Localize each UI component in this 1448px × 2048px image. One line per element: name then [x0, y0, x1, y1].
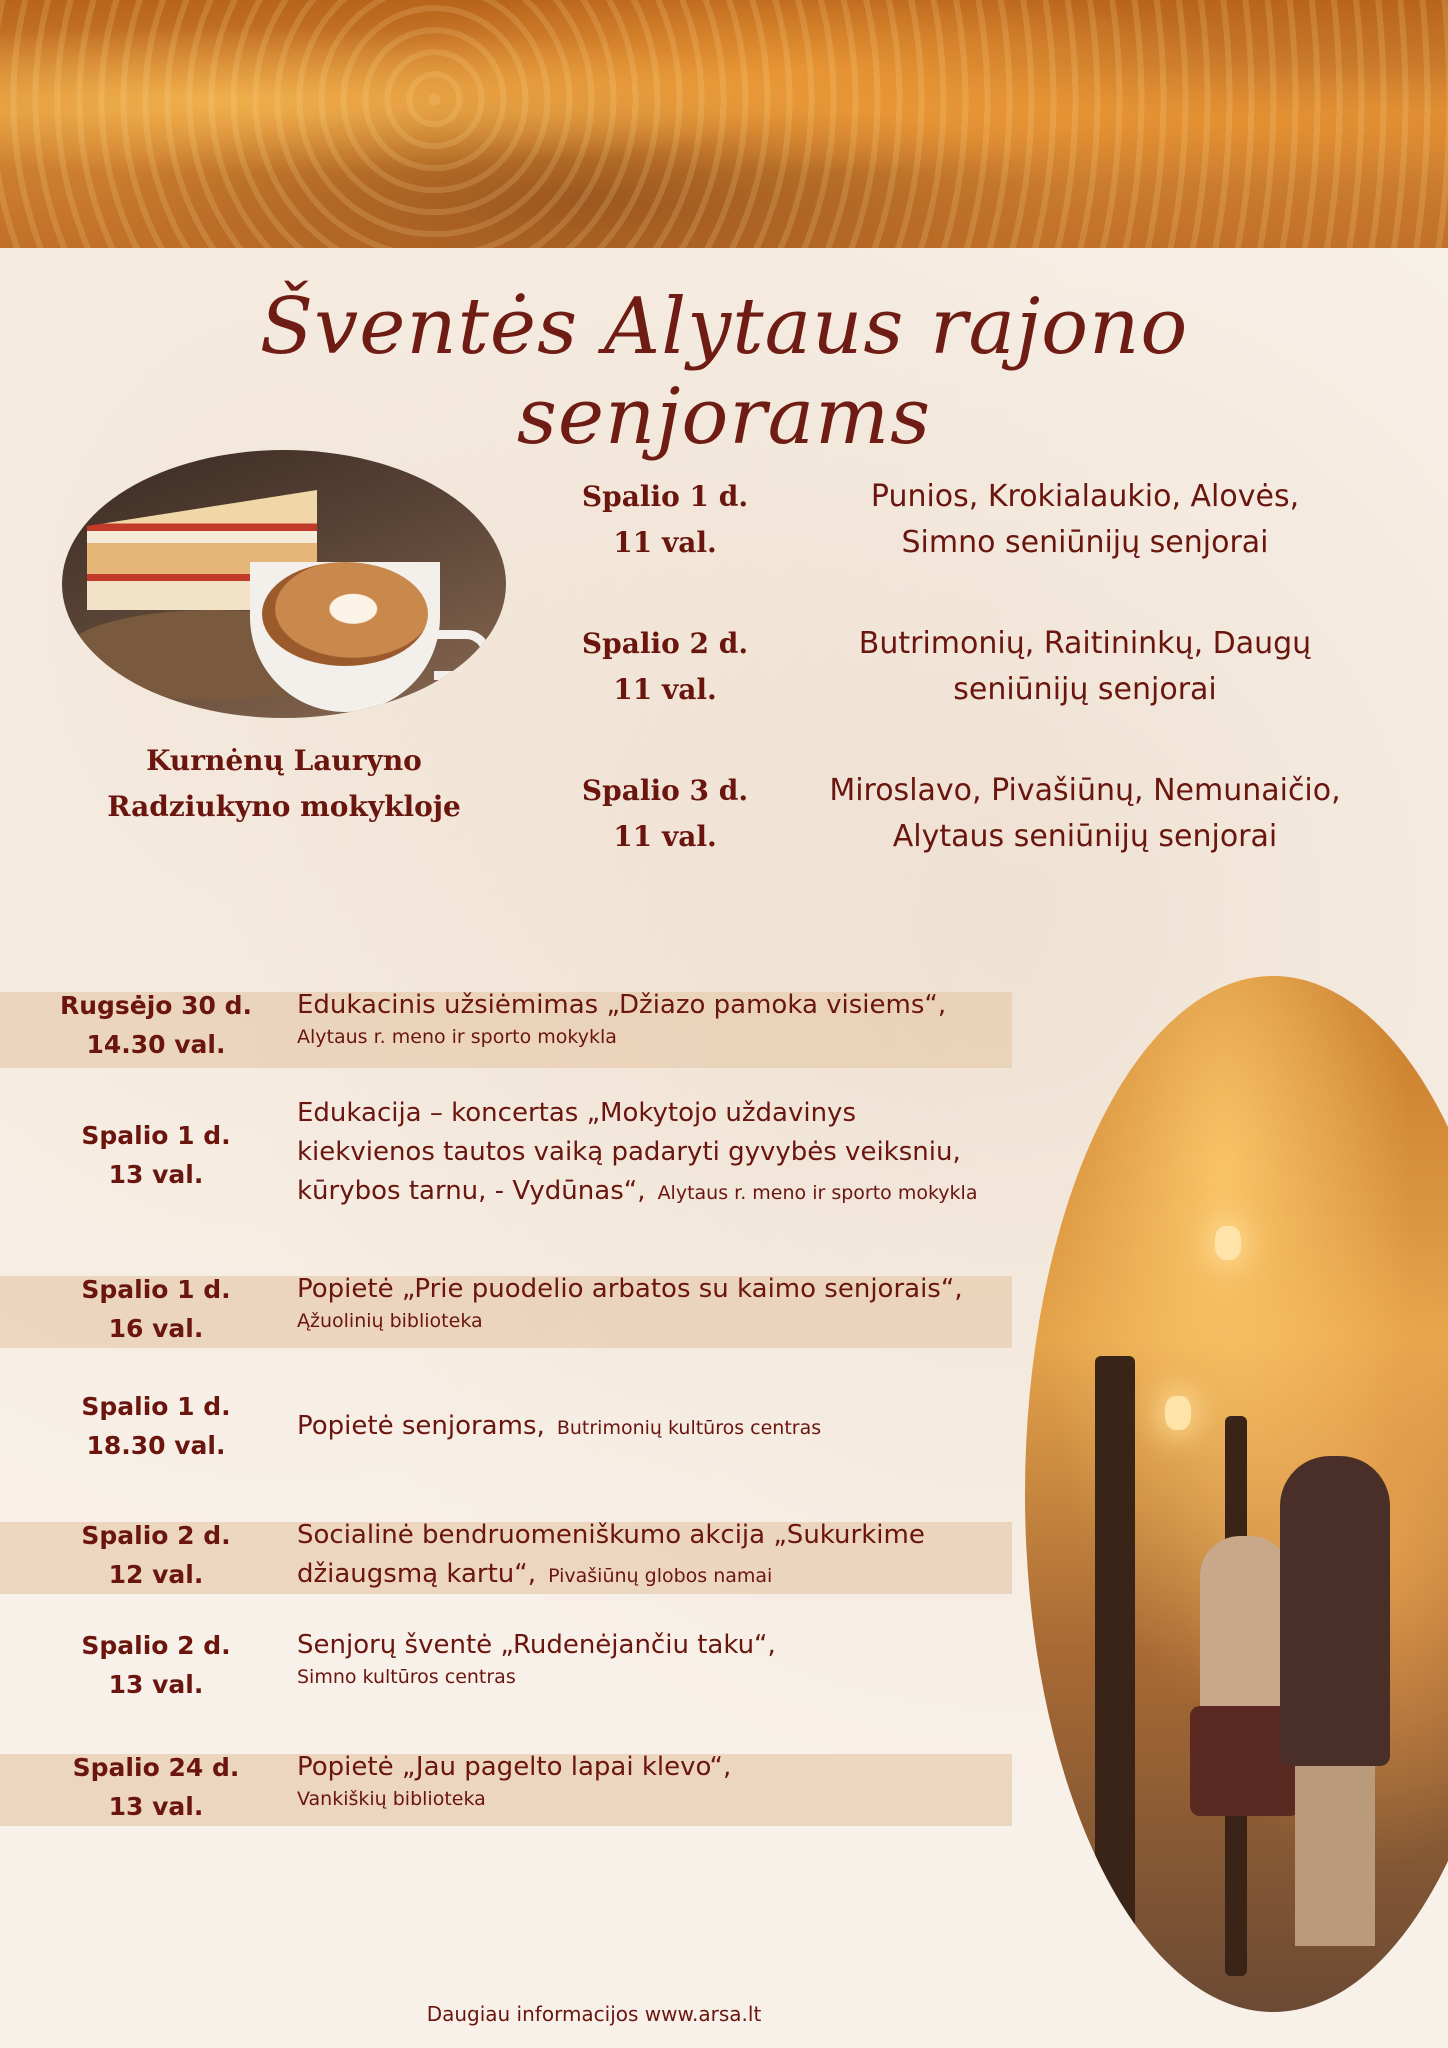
cup-handle-shape [434, 630, 491, 680]
schedule-row [0, 992, 1012, 1068]
date-line: Rugsėjo 30 d. [59, 991, 253, 1020]
event-place: Ąžuolinių biblioteka [297, 1310, 483, 1332]
schedule-row [0, 1100, 1012, 1226]
man-figure-shape [1280, 1456, 1390, 1766]
schedule-date [0, 1116, 312, 1194]
date-line: Spalio 24 d. [72, 1753, 240, 1782]
page-title: Šventės Alytaus rajono senjorams [259, 282, 1189, 462]
description-line: Senjorų šventė „Rudenėjančiu taku“, [297, 1630, 776, 1660]
date-line: Spalio 2 d. [81, 1521, 231, 1550]
autumn-leaves-banner [0, 0, 1448, 248]
time-line: 13 val. [108, 1160, 204, 1189]
venue-line: Kurnėnų Lauryno [146, 744, 422, 777]
event-place: Alytaus r. meno ir sporto mokykla [645, 1182, 978, 1204]
date-line: Spalio 1 d. [81, 1392, 231, 1421]
schedule-description [297, 1407, 1077, 1448]
time-line: 12 val. [108, 1560, 204, 1589]
schedule-date [0, 1270, 312, 1348]
venue-name [62, 738, 506, 830]
event-place: Butrimonių kultūros centras [544, 1417, 822, 1439]
time-line: 11 val. [613, 526, 717, 559]
top-event [540, 621, 1400, 713]
schedule-row [0, 1276, 1012, 1348]
description-line: seniūnijų senjorai [953, 672, 1217, 707]
description-line: Butrimonių, Raitininkų, Daugų [858, 626, 1312, 661]
description-line: kūrybos tarnu, - Vydūnas“, Alytaus r. meno ir sporto mokykla [297, 1176, 978, 1206]
time-line: 14.30 val. [86, 1030, 226, 1059]
time-line: 16 val. [108, 1314, 204, 1343]
street-lamp-shape [1165, 1396, 1191, 1430]
schedule-row [0, 1393, 1012, 1473]
date-line: Spalio 3 d. [581, 774, 749, 807]
latte-art-shape [262, 562, 428, 666]
schedule-description [297, 1516, 1077, 1596]
schedule-date [0, 1387, 312, 1465]
schedule-description [297, 1748, 1077, 1811]
top-event-description [790, 768, 1380, 860]
top-event [540, 768, 1400, 860]
description-line: Socialinė bendruomeniškumo akcija „Sukurkime [297, 1520, 925, 1550]
top-event [540, 474, 1400, 566]
description-line: Miroslavo, Pivašiūnų, Nemunaičio, [829, 773, 1341, 808]
description-line: Simno seniūnijų senjorai [901, 525, 1269, 560]
description-line: džiaugsmą kartu“, Pivašiūnų globos namai [297, 1559, 773, 1589]
date-line: Spalio 2 d. [81, 1631, 231, 1660]
event-place: Pivašiūnų globos namai [536, 1565, 773, 1587]
time-line: 13 val. [108, 1792, 204, 1821]
schedule-description [297, 1626, 1077, 1689]
tree-trunk-shape [1095, 1356, 1135, 2012]
top-event-description [790, 621, 1380, 713]
time-line: 11 val. [613, 820, 717, 853]
top-event-date [540, 768, 790, 860]
schedule-date [0, 1748, 312, 1826]
date-line: Spalio 1 d. [81, 1121, 231, 1150]
description-line: Popietė senjorams, Butrimonių kultūros centras [297, 1411, 822, 1441]
venue-line: Radziukyno mokykloje [107, 790, 461, 823]
top-event-date [540, 621, 790, 713]
description-line: Popietė „Prie puodelio arbatos su kaimo senjorais“, [297, 1274, 963, 1304]
description-line: Alytaus seniūnijų senjorai [892, 819, 1278, 854]
schedule-description [297, 1094, 1077, 1213]
date-line: Spalio 1 d. [81, 1275, 231, 1304]
cake-coffee-photo [62, 450, 506, 718]
description-line: kiekvienos tautos vaiką padaryti gyvybės veiksniu, [297, 1137, 961, 1167]
event-place: Alytaus r. meno ir sporto mokykla [297, 1026, 617, 1048]
top-event-date [540, 474, 790, 566]
event-place: Vankiškių biblioteka [297, 1788, 486, 1810]
schedule-description [297, 986, 1077, 1049]
schedule-row [0, 1522, 1012, 1594]
schedule-date [0, 986, 312, 1064]
schedule-date [0, 1516, 312, 1594]
man-trousers-shape [1295, 1766, 1375, 1946]
description-line: Edukacinis užsiėmimas „Džiazo pamoka visiems“, [297, 990, 947, 1020]
description-line: Popietė „Jau pagelto lapai klevo“, [297, 1752, 732, 1782]
schedule-row [0, 1632, 1012, 1710]
street-lamp-shape [1215, 1226, 1241, 1260]
schedule-description [297, 1270, 1077, 1333]
date-line: Spalio 2 d. [581, 627, 749, 660]
time-line: 13 val. [108, 1670, 204, 1699]
schedule-date [0, 1626, 312, 1704]
description-line: Edukacija – koncertas „Mokytojo uždavinys [297, 1098, 856, 1128]
time-line: 11 val. [613, 673, 717, 706]
top-event-description [790, 474, 1380, 566]
footer-info: Daugiau informacijos www.arsa.lt [426, 2002, 762, 2026]
schedule-row [0, 1754, 1012, 1826]
description-line: Punios, Krokialaukio, Alovės, [870, 479, 1300, 514]
time-line: 18.30 val. [86, 1431, 226, 1460]
date-line: Spalio 1 d. [581, 480, 749, 513]
event-place: Simno kultūros centras [297, 1666, 516, 1688]
